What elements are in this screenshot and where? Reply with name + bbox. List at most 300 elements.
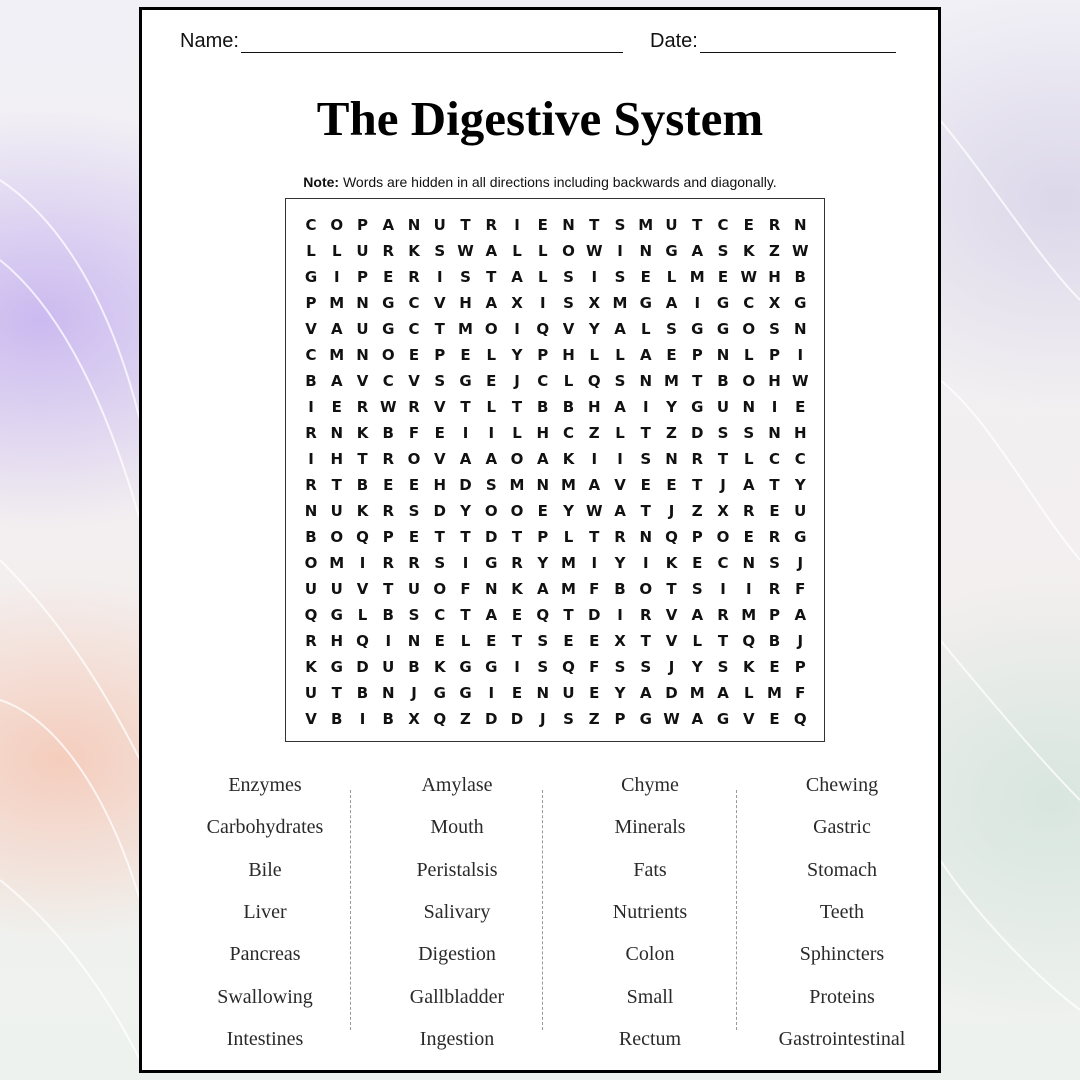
grid-letter[interactable]: F (408, 424, 420, 442)
grid-letter[interactable]: J (514, 372, 520, 390)
grid-letter[interactable]: U (433, 216, 446, 234)
grid-letter[interactable]: O (407, 450, 421, 468)
grid-letter[interactable]: T (460, 216, 471, 234)
name-field[interactable] (180, 30, 623, 53)
grid-letter[interactable]: H (768, 268, 781, 286)
grid-letter[interactable]: N (356, 294, 369, 312)
grid-letter[interactable]: P (357, 216, 368, 234)
grid-letter[interactable]: M (458, 320, 473, 338)
grid-letter[interactable]: I (591, 554, 598, 572)
grid-letter[interactable]: L (640, 320, 651, 338)
grid-letter[interactable]: I (797, 346, 804, 364)
grid-letter[interactable]: I (642, 398, 649, 416)
grid-letter[interactable]: E (666, 476, 677, 494)
grid-letter[interactable]: J (668, 502, 675, 520)
grid-letter[interactable]: P (691, 346, 703, 364)
grid-letter[interactable]: E (743, 216, 754, 234)
grid-letter[interactable]: Z (588, 710, 600, 728)
grid-letter[interactable]: R (485, 216, 498, 234)
grid-letter[interactable]: M (689, 268, 705, 286)
grid-letter[interactable]: T (331, 476, 342, 494)
grid-letter[interactable]: T (589, 528, 600, 546)
grid-letter[interactable]: I (308, 398, 314, 416)
grid-letter[interactable]: L (615, 346, 625, 364)
grid-letter[interactable]: G (794, 294, 807, 312)
grid-letter[interactable]: N (742, 554, 756, 572)
grid-letter[interactable]: A (511, 268, 523, 286)
grid-letter[interactable]: L (486, 398, 497, 416)
grid-letter[interactable]: W (740, 268, 758, 286)
grid-letter[interactable]: L (615, 424, 625, 442)
grid-letter[interactable]: S (614, 268, 626, 286)
grid-letter[interactable]: Q (536, 606, 550, 624)
grid-letter[interactable]: L (743, 684, 754, 702)
grid-letter[interactable]: M (689, 684, 705, 702)
grid-letter[interactable]: A (485, 242, 498, 260)
grid-letter[interactable]: Q (304, 606, 318, 624)
grid-letter[interactable]: T (692, 372, 703, 390)
grid-letter[interactable]: R (511, 554, 523, 572)
grid-letter[interactable]: R (305, 476, 317, 494)
date-field[interactable] (650, 30, 896, 53)
grid-letter[interactable]: S (563, 294, 574, 312)
grid-letter[interactable]: N (716, 346, 730, 364)
grid-letter[interactable]: H (768, 372, 781, 390)
grid-letter[interactable]: S (408, 502, 420, 520)
grid-letter[interactable]: Y (511, 346, 523, 364)
grid-letter[interactable]: S (537, 658, 549, 676)
grid-letter[interactable]: V (665, 632, 678, 650)
grid-letter[interactable]: G (330, 606, 343, 624)
grid-letter[interactable]: E (589, 684, 600, 702)
grid-letter[interactable]: U (330, 580, 343, 598)
grid-letter[interactable]: O (484, 502, 498, 520)
grid-letter[interactable]: L (512, 242, 522, 260)
grid-letter[interactable]: C (717, 216, 729, 234)
grid-letter[interactable]: O (742, 372, 756, 390)
grid-letter[interactable]: E (537, 216, 548, 234)
grid-letter[interactable]: Y (666, 398, 677, 416)
grid-letter[interactable]: H (330, 450, 344, 468)
grid-letter[interactable]: D (510, 710, 524, 728)
grid-letter[interactable]: W (585, 242, 603, 260)
grid-letter[interactable]: D (485, 710, 498, 728)
grid-letter[interactable]: T (589, 216, 600, 234)
grid-letter[interactable]: E (331, 398, 342, 416)
grid-letter[interactable]: O (304, 554, 318, 572)
name-line[interactable] (241, 32, 623, 53)
grid-letter[interactable]: T (511, 398, 523, 416)
grid-letter[interactable]: T (640, 502, 651, 520)
grid-letter[interactable]: T (357, 450, 368, 468)
grid-letter[interactable]: S (691, 580, 703, 598)
grid-letter[interactable]: T (486, 268, 497, 286)
grid-letter[interactable]: K (562, 450, 575, 468)
grid-letter[interactable]: C (768, 450, 780, 468)
grid-letter[interactable]: T (460, 398, 471, 416)
grid-letter[interactable]: E (692, 554, 703, 572)
grid-letter[interactable]: N (639, 372, 653, 390)
grid-letter[interactable]: A (691, 606, 704, 624)
grid-letter[interactable]: S (485, 476, 497, 494)
grid-letter[interactable]: B (356, 684, 369, 702)
grid-letter[interactable]: Y (691, 658, 703, 676)
grid-letter[interactable]: R (356, 398, 369, 416)
grid-letter[interactable]: L (460, 632, 471, 650)
grid-letter[interactable]: M (767, 684, 782, 702)
grid-letter[interactable]: R (691, 450, 704, 468)
grid-letter[interactable]: M (561, 554, 576, 572)
grid-letter[interactable]: J (411, 684, 417, 702)
grid-letter[interactable]: O (742, 320, 756, 338)
grid-letter[interactable]: P (382, 528, 394, 546)
grid-letter[interactable]: S (769, 554, 780, 572)
grid-letter[interactable]: G (794, 528, 807, 546)
grid-letter[interactable]: T (460, 606, 471, 624)
grid-letter[interactable]: B (382, 710, 394, 728)
grid-letter[interactable]: L (486, 346, 497, 364)
grid-letter[interactable]: P (769, 346, 780, 364)
grid-letter[interactable]: Z (460, 710, 471, 728)
grid-letter[interactable]: L (331, 242, 342, 260)
grid-letter[interactable]: C (794, 450, 806, 468)
grid-letter[interactable]: F (795, 684, 806, 702)
grid-letter[interactable]: B (537, 398, 549, 416)
grid-letter[interactable]: R (408, 398, 420, 416)
grid-letter[interactable]: N (768, 424, 781, 442)
grid-letter[interactable]: C (305, 346, 317, 364)
grid-letter[interactable]: X (408, 710, 420, 728)
grid-letter[interactable]: T (511, 632, 523, 650)
grid-letter[interactable]: B (331, 710, 343, 728)
grid-letter[interactable]: C (408, 294, 420, 312)
grid-letter[interactable]: E (383, 476, 394, 494)
grid-letter[interactable]: Y (460, 502, 471, 520)
grid-letter[interactable]: O (510, 502, 524, 520)
grid-letter[interactable]: C (305, 216, 317, 234)
grid-letter[interactable]: U (794, 502, 807, 520)
grid-letter[interactable]: Q (587, 372, 601, 390)
grid-letter[interactable]: E (408, 346, 420, 364)
grid-letter[interactable]: P (434, 346, 446, 364)
grid-letter[interactable]: R (305, 424, 317, 442)
grid-letter[interactable]: I (488, 424, 495, 442)
grid-letter[interactable]: E (563, 632, 574, 650)
grid-letter[interactable]: E (486, 632, 497, 650)
grid-letter[interactable]: L (743, 346, 754, 364)
grid-letter[interactable]: E (769, 658, 780, 676)
grid-letter[interactable]: K (356, 502, 369, 520)
grid-letter[interactable]: G (691, 398, 704, 416)
grid-letter[interactable]: B (562, 398, 575, 416)
grid-letter[interactable]: J (539, 710, 546, 728)
grid-letter[interactable]: Z (588, 424, 600, 442)
grid-letter[interactable]: C (408, 320, 420, 338)
grid-letter[interactable]: S (614, 658, 626, 676)
grid-letter[interactable]: R (768, 528, 781, 546)
grid-letter[interactable]: B (768, 632, 781, 650)
grid-letter[interactable]: K (742, 658, 755, 676)
grid-letter[interactable]: D (588, 606, 601, 624)
grid-letter[interactable]: U (382, 658, 395, 676)
grid-letter[interactable]: X (511, 294, 523, 312)
grid-letter[interactable]: I (514, 320, 520, 338)
grid-letter[interactable]: I (436, 268, 443, 286)
grid-letter[interactable]: D (356, 658, 369, 676)
grid-letter[interactable]: T (434, 528, 445, 546)
grid-letter[interactable]: U (356, 242, 369, 260)
grid-letter[interactable]: Y (614, 554, 626, 572)
grid-letter[interactable]: S (563, 710, 574, 728)
grid-letter[interactable]: S (614, 216, 626, 234)
grid-letter[interactable]: A (691, 710, 704, 728)
grid-letter[interactable]: I (617, 606, 623, 624)
grid-letter[interactable]: M (509, 476, 525, 494)
grid-letter[interactable]: C (537, 372, 549, 390)
grid-letter[interactable]: D (485, 528, 498, 546)
grid-letter[interactable]: I (720, 580, 726, 598)
grid-letter[interactable]: E (640, 476, 651, 494)
grid-letter[interactable]: S (537, 632, 549, 650)
grid-letter[interactable]: G (459, 372, 472, 390)
grid-letter[interactable]: T (460, 528, 471, 546)
grid-letter[interactable]: W (663, 710, 680, 728)
grid-letter[interactable]: E (769, 502, 780, 520)
grid-letter[interactable]: Y (614, 684, 626, 702)
grid-letter[interactable]: S (717, 242, 729, 260)
grid-letter[interactable]: G (716, 294, 730, 312)
grid-letter[interactable]: V (433, 398, 446, 416)
grid-letter[interactable]: Q (665, 528, 678, 546)
grid-letter[interactable]: E (511, 684, 523, 702)
grid-letter[interactable]: G (691, 320, 704, 338)
grid-letter[interactable]: N (793, 320, 807, 338)
grid-letter[interactable]: T (769, 476, 780, 494)
grid-letter[interactable]: X (717, 502, 729, 520)
grid-letter[interactable]: J (797, 554, 804, 572)
grid-letter[interactable]: R (382, 502, 395, 520)
grid-letter[interactable]: U (665, 216, 678, 234)
grid-letter[interactable]: H (562, 346, 575, 364)
grid-letter[interactable]: A (614, 502, 626, 520)
grid-letter[interactable]: L (589, 346, 600, 364)
grid-letter[interactable]: D (665, 684, 678, 702)
grid-letter[interactable]: A (536, 580, 549, 598)
grid-letter[interactable]: I (591, 268, 598, 286)
grid-letter[interactable]: R (717, 606, 729, 624)
grid-letter[interactable]: B (794, 268, 806, 286)
grid-letter[interactable]: O (510, 450, 524, 468)
grid-letter[interactable]: G (485, 554, 498, 572)
grid-letter[interactable]: B (305, 372, 317, 390)
grid-letter[interactable]: E (408, 476, 420, 494)
grid-letter[interactable]: G (330, 658, 343, 676)
grid-letter[interactable]: Q (793, 710, 807, 728)
grid-letter[interactable]: S (769, 320, 780, 338)
grid-letter[interactable]: N (742, 398, 756, 416)
grid-letter[interactable]: L (357, 606, 368, 624)
grid-letter[interactable]: K (665, 554, 678, 572)
grid-letter[interactable]: E (383, 268, 394, 286)
grid-letter[interactable]: V (742, 710, 755, 728)
grid-letter[interactable]: Z (691, 502, 703, 520)
grid-letter[interactable]: L (743, 450, 754, 468)
grid-letter[interactable]: O (381, 346, 395, 364)
grid-letter[interactable]: M (638, 216, 654, 234)
grid-letter[interactable]: C (382, 372, 394, 390)
grid-letter[interactable]: E (537, 502, 548, 520)
grid-letter[interactable]: E (717, 268, 729, 286)
grid-letter[interactable]: S (743, 424, 755, 442)
grid-letter[interactable]: Y (563, 502, 574, 520)
grid-letter[interactable]: F (795, 580, 806, 598)
grid-letter[interactable]: T (640, 632, 651, 650)
grid-letter[interactable]: V (305, 710, 317, 728)
grid-letter[interactable]: F (589, 580, 600, 598)
grid-letter[interactable]: U (407, 580, 421, 598)
grid-letter[interactable]: P (305, 294, 317, 312)
grid-letter[interactable]: D (433, 502, 446, 520)
grid-letter[interactable]: E (795, 398, 806, 416)
grid-letter[interactable]: E (589, 632, 600, 650)
grid-letter[interactable]: P (537, 528, 549, 546)
grid-letter[interactable]: M (329, 554, 345, 572)
grid-letter[interactable]: Q (536, 320, 550, 338)
grid-letter[interactable]: M (561, 476, 576, 494)
grid-letter[interactable]: P (691, 528, 703, 546)
grid-letter[interactable]: T (434, 320, 445, 338)
grid-letter[interactable]: A (717, 684, 729, 702)
grid-letter[interactable]: T (666, 580, 677, 598)
grid-letter[interactable]: S (460, 268, 471, 286)
grid-letter[interactable]: A (536, 450, 549, 468)
grid-letter[interactable]: G (459, 658, 472, 676)
grid-letter[interactable]: C (743, 294, 755, 312)
grid-letter[interactable]: A (794, 606, 807, 624)
grid-letter[interactable]: N (536, 476, 550, 494)
grid-letter[interactable]: R (768, 216, 781, 234)
grid-letter[interactable]: G (459, 684, 472, 702)
grid-letter[interactable]: N (356, 346, 369, 364)
grid-letter[interactable]: L (692, 632, 703, 650)
grid-letter[interactable]: B (356, 476, 369, 494)
grid-letter[interactable]: O (639, 580, 653, 598)
grid-letter[interactable]: Z (769, 242, 780, 260)
grid-letter[interactable]: C (562, 424, 574, 442)
grid-letter[interactable]: I (591, 450, 598, 468)
grid-letter[interactable]: V (562, 320, 575, 338)
grid-letter[interactable]: V (614, 476, 626, 494)
grid-letter[interactable]: A (588, 476, 601, 494)
grid-letter[interactable]: B (614, 580, 626, 598)
grid-letter[interactable]: L (666, 268, 677, 286)
grid-letter[interactable]: M (612, 294, 628, 312)
grid-letter[interactable]: K (742, 242, 755, 260)
grid-letter[interactable]: N (639, 242, 653, 260)
grid-letter[interactable]: S (640, 658, 652, 676)
grid-letter[interactable]: H (459, 294, 472, 312)
grid-letter[interactable]: W (791, 242, 809, 260)
grid-letter[interactable]: N (639, 528, 653, 546)
grid-letter[interactable]: S (434, 372, 446, 390)
grid-letter[interactable]: Q (356, 528, 369, 546)
grid-letter[interactable]: Q (742, 632, 756, 650)
grid-letter[interactable]: I (617, 242, 623, 260)
grid-letter[interactable]: D (691, 424, 704, 442)
grid-letter[interactable]: N (407, 632, 421, 650)
grid-letter[interactable]: U (304, 580, 318, 598)
grid-letter[interactable]: E (434, 424, 445, 442)
grid-letter[interactable]: O (330, 528, 344, 546)
grid-letter[interactable]: H (587, 398, 601, 416)
grid-letter[interactable]: K (511, 580, 523, 598)
grid-letter[interactable]: A (742, 476, 755, 494)
grid-letter[interactable]: P (537, 346, 549, 364)
grid-letter[interactable]: A (330, 372, 343, 390)
grid-letter[interactable]: Q (356, 632, 369, 650)
grid-letter[interactable]: L (306, 242, 316, 260)
grid-letter[interactable]: M (561, 580, 576, 598)
grid-letter[interactable]: R (382, 242, 395, 260)
grid-letter[interactable]: G (665, 242, 678, 260)
grid-letter[interactable]: V (305, 320, 317, 338)
grid-letter[interactable]: B (305, 528, 317, 546)
grid-letter[interactable]: Q (433, 710, 447, 728)
grid-letter[interactable]: O (716, 528, 730, 546)
grid-letter[interactable]: V (408, 372, 420, 390)
grid-letter[interactable]: T (692, 476, 703, 494)
grid-letter[interactable]: M (664, 372, 679, 390)
grid-letter[interactable]: R (382, 554, 395, 572)
grid-letter[interactable]: P (614, 710, 626, 728)
grid-letter[interactable]: K (305, 658, 317, 676)
grid-letter[interactable]: N (407, 216, 421, 234)
grid-letter[interactable]: E (486, 372, 497, 390)
grid-letter[interactable]: E (743, 528, 754, 546)
grid-letter[interactable]: L (537, 268, 548, 286)
grid-letter[interactable]: C (434, 606, 446, 624)
grid-letter[interactable]: A (639, 346, 652, 364)
grid-letter[interactable]: V (356, 372, 369, 390)
grid-letter[interactable]: J (797, 632, 804, 650)
grid-letter[interactable]: S (717, 658, 729, 676)
grid-letter[interactable]: P (794, 658, 806, 676)
grid-letter[interactable]: A (382, 216, 395, 234)
grid-letter[interactable]: I (462, 554, 469, 572)
grid-letter[interactable]: N (793, 216, 807, 234)
grid-letter[interactable]: R (742, 502, 755, 520)
grid-letter[interactable]: Y (794, 476, 806, 494)
grid-letter[interactable]: G (382, 320, 395, 338)
grid-letter[interactable]: G (382, 294, 395, 312)
grid-letter[interactable]: N (536, 684, 550, 702)
grid-letter[interactable]: E (511, 606, 523, 624)
grid-letter[interactable]: A (691, 242, 704, 260)
grid-letter[interactable]: I (333, 268, 340, 286)
grid-letter[interactable]: T (717, 632, 729, 650)
grid-letter[interactable]: M (329, 346, 345, 364)
grid-letter[interactable]: V (433, 450, 446, 468)
date-line[interactable] (700, 32, 896, 53)
grid-letter[interactable]: A (614, 398, 626, 416)
grid-letter[interactable]: E (434, 632, 445, 650)
grid-letter[interactable]: G (304, 268, 318, 286)
grid-letter[interactable]: S (408, 606, 420, 624)
grid-letter[interactable]: N (304, 502, 318, 520)
grid-letter[interactable]: R (614, 528, 626, 546)
grid-letter[interactable]: A (639, 684, 652, 702)
grid-letter[interactable]: J (720, 476, 726, 494)
